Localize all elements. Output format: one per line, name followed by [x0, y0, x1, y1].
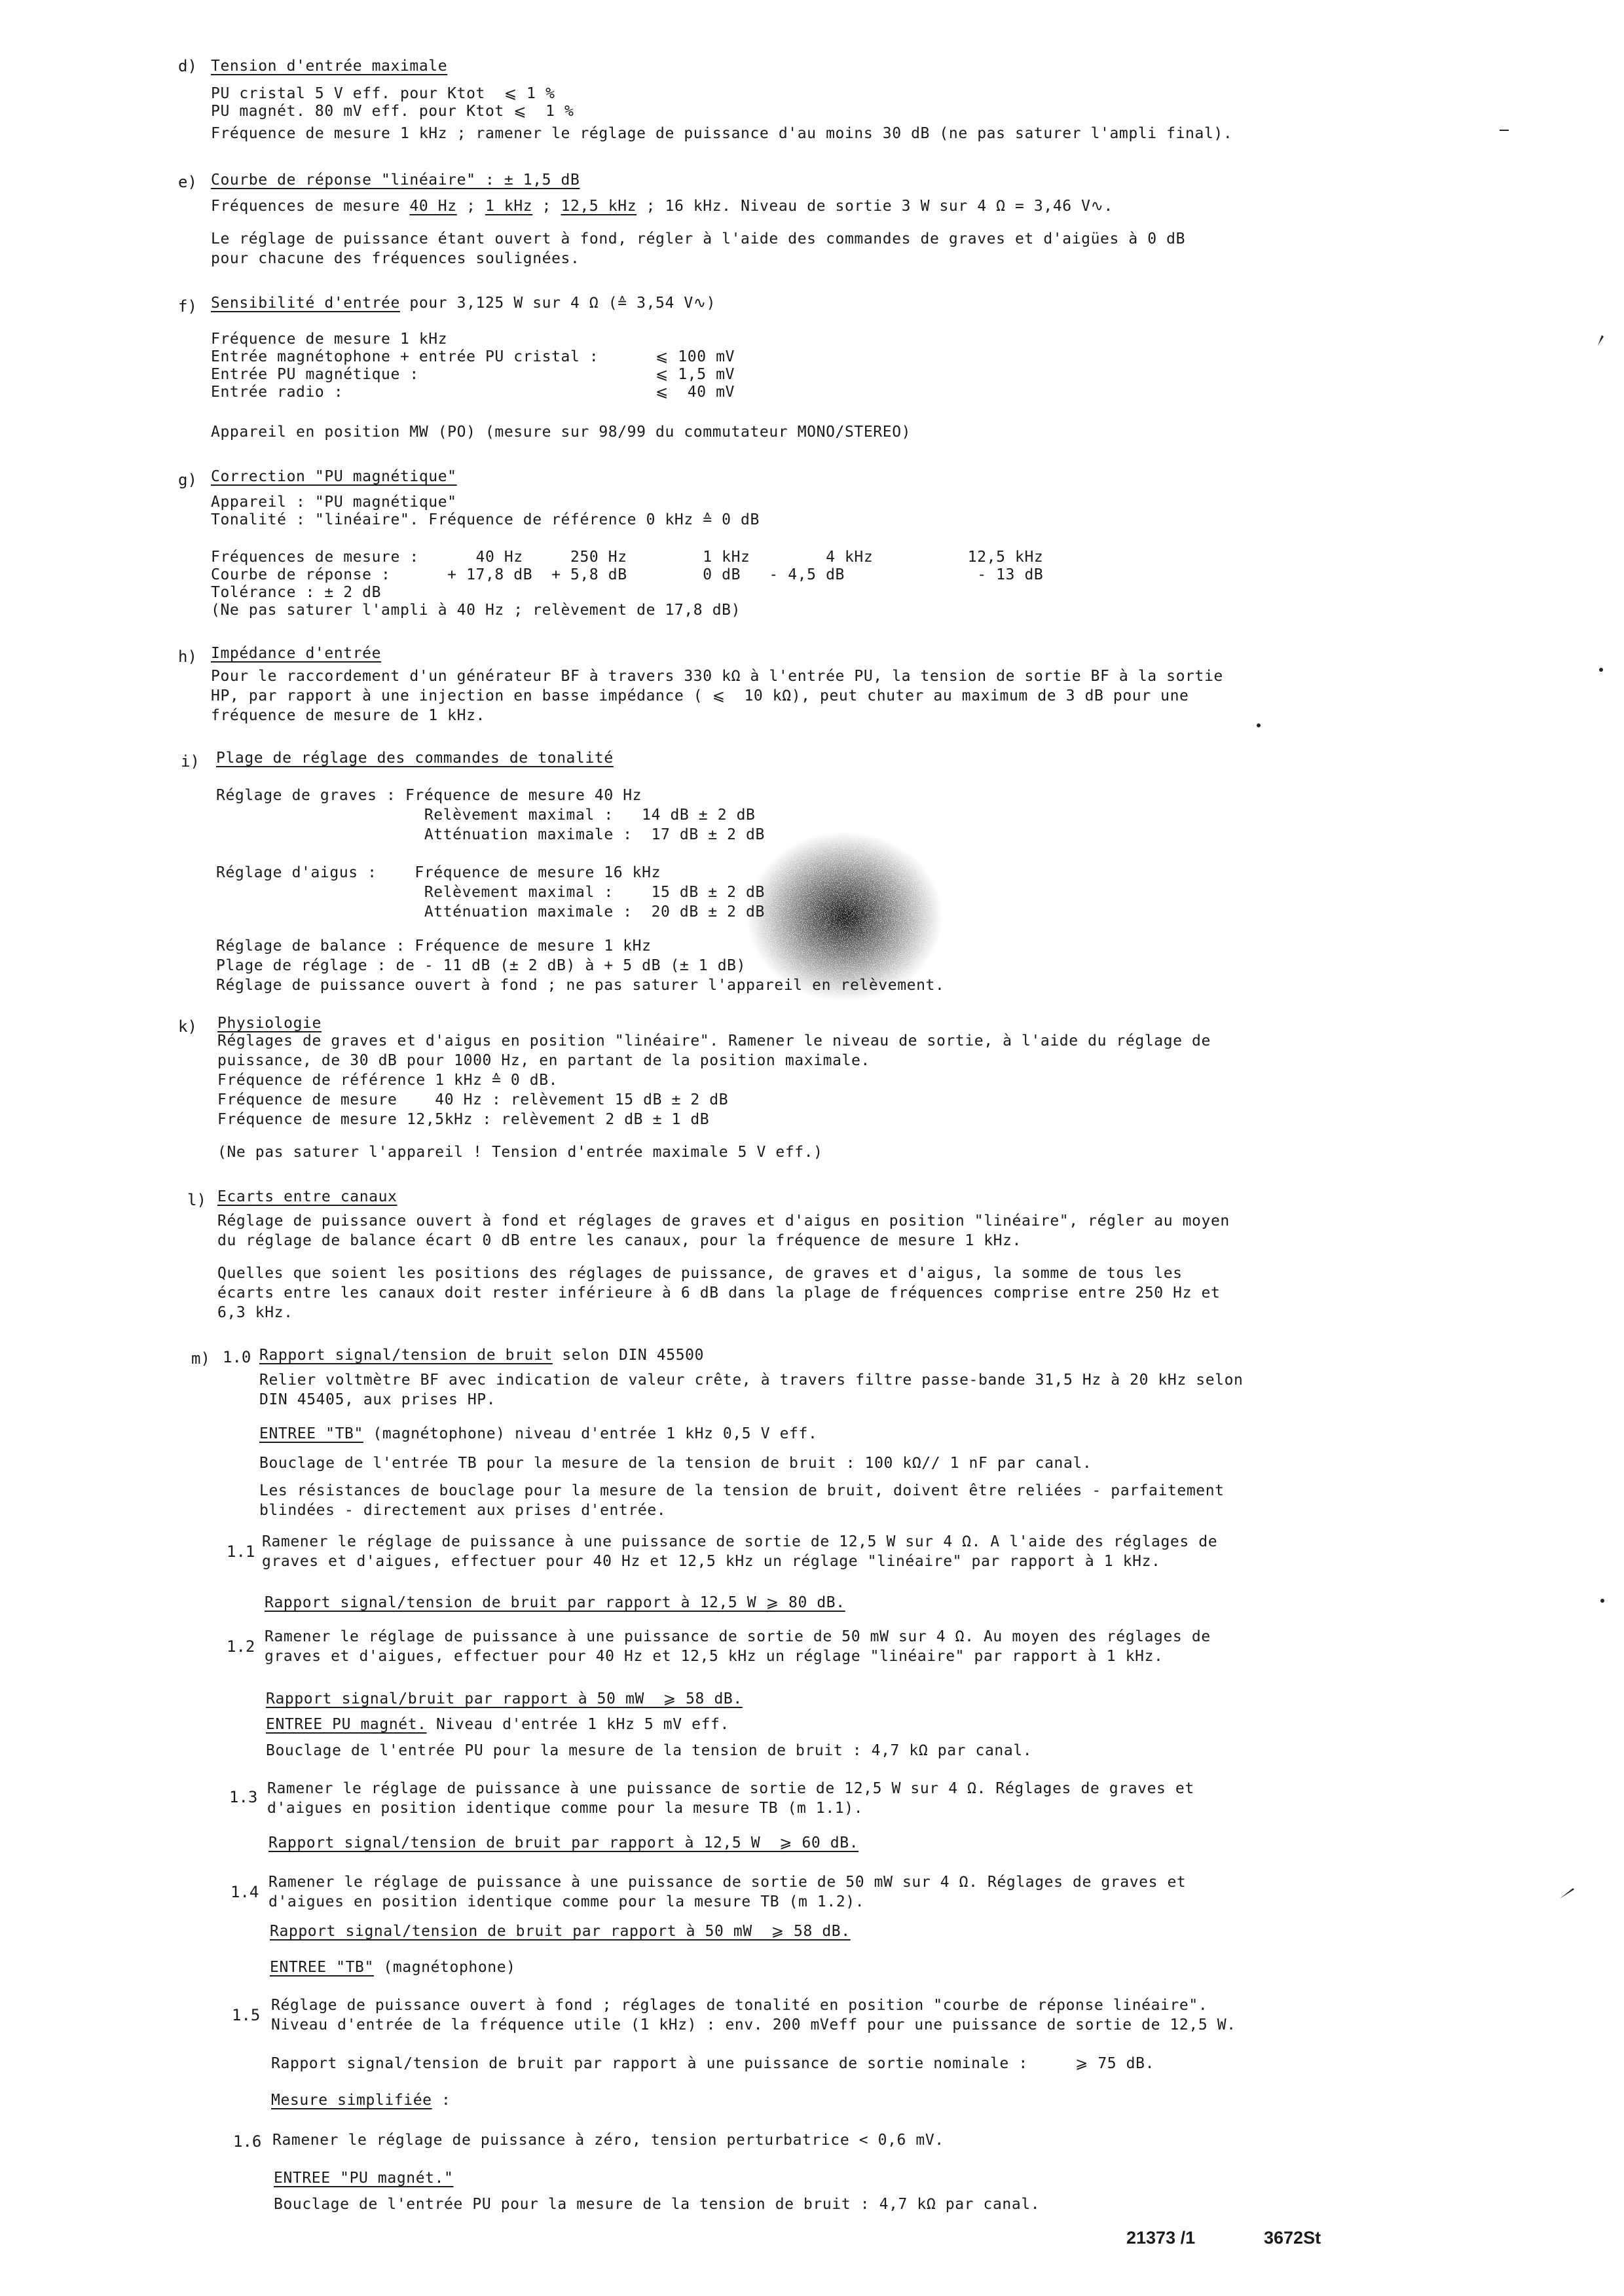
section-h-label: h): [178, 647, 197, 666]
step-1-4-number: 1.4: [231, 1883, 259, 1901]
section-f-line-2: Entrée magnétophone + entrée PU cristal : ⩽ 100 mV: [211, 348, 735, 365]
section-g-title: Correction "PU magnétique": [211, 468, 457, 485]
pu-magnet-line-2: Bouclage de l'entrée PU pour la mesure de la tension de bruit : 4,7 kΩ par canal.: [266, 1742, 1033, 1759]
section-e-note: Le réglage de puissance étant ouvert à fond, régler à l'aide des commandes de graves et d'aigües à 0 dB pour chacune des fréquences soulignées.: [211, 230, 1186, 267]
section-e-frequencies: Fréquences de mesure 40 Hz ; 1 kHz ; 12,5 kHz ; 16 kHz. Niveau de sortie 3 W sur 4 Ω = 3,46 V∿.: [211, 198, 1113, 215]
step-1-2-result: Rapport signal/bruit par rapport à 50 mW ⩾ 58 dB.: [266, 1690, 743, 1707]
section-m-intro: Relier voltmètre BF avec indication de valeur crête, à travers filtre passe-bande 31,5 Hz à 20 kHz selon DIN 45405, aux prises HP.: [259, 1372, 1244, 1408]
footer-reference-2: 3672St: [1264, 2228, 1321, 2248]
section-m-tb-line-3: Les résistances de bouclage pour la mesure de la tension de bruit, doivent être reliées - parfaitement blindées - directement aux prises d'entrée.: [259, 1482, 1225, 1519]
step-1-6-number: 1.6: [233, 2132, 262, 2151]
step-1-5-number: 1.5: [232, 2006, 261, 2024]
step-1-3-result: Rapport signal/tension de bruit par rapport à 12,5 W ⩾ 60 dB.: [268, 1834, 859, 1851]
section-e-label: e): [178, 173, 197, 191]
section-l-title: Ecarts entre canaux: [217, 1188, 397, 1205]
step-1-1-text: Ramener le réglage de puissance à une puissance de sortie de 12,5 W sur 4 Ω. A l'aide des réglages de graves et d'aigues, effectuer pour 40 Hz et 12,5 kHz un réglage "linéaire" par rapport à 1 kHz.: [262, 1533, 1218, 1570]
section-l-paragraph-1: Réglage de puissance ouvert à fond et réglages de graves et d'aigus en position "linéaire", régler au moyen du réglage de balance écart 0 dB entre les canaux, pour la fréquence de mesure 1 kHz.: [217, 1212, 1230, 1249]
step-1-2-text: Ramener le réglage de puissance à une puissance de sortie de 50 mW sur 4 Ω. Au moyen des réglages de graves et d'aigues, effectuer pour 40 Hz et 12,5 kHz un réglage "linéaire" par rapport à 1 kHz.: [265, 1628, 1211, 1665]
step-1-5-result: Rapport signal/tension de bruit par rapport à une puissance de sortie nominale : ⩾ 75 dB.: [271, 2055, 1155, 2072]
section-d-label: d): [178, 57, 197, 75]
section-d-line-3: Fréquence de mesure 1 kHz ; ramener le réglage de puissance d'au moins 30 dB (ne pas saturer l'ampli final).: [211, 125, 1233, 142]
section-g-line-2: Tonalité : "linéaire". Fréquence de référence 0 kHz ≙ 0 dB: [211, 511, 760, 528]
section-m-tb-line-2: Bouclage de l'entrée TB pour la mesure de la tension de bruit : 100 kΩ// 1 nF par canal.: [259, 1455, 1092, 1472]
footer-reference-1: 21373 /1: [1126, 2228, 1196, 2248]
section-m-tb-heading: ENTREE "TB" (magnétophone) niveau d'entrée 1 kHz 0,5 V eff.: [259, 1425, 818, 1442]
section-d-line-1: PU cristal 5 V eff. pour Ktot ⩽ 1 %: [211, 85, 555, 102]
step-1-3-text: Ramener le réglage de puissance à une puissance de sortie de 12,5 W sur 4 Ω. Réglages de graves et d'aigues en position identique comme pour la mesure TB (m 1.1).: [267, 1780, 1194, 1817]
step-1-6-text: Ramener le réglage de puissance à zéro, tension perturbatrice < 0,6 mV.: [272, 2132, 944, 2149]
section-m-number: 1.0: [223, 1348, 251, 1366]
step-1-1-result: Rapport signal/tension de bruit par rapport à 12,5 W ⩾ 80 dB.: [265, 1594, 845, 1611]
section-g-table-row-4: (Ne pas saturer l'ampli à 40 Hz ; relèvement de 17,8 dB): [211, 602, 741, 619]
section-g-table-row-1: Fréquences de mesure : 40 Hz 250 Hz 1 kHz 4 kHz 12,5 kHz: [211, 549, 1044, 566]
section-k-label: k): [178, 1017, 197, 1036]
section-k-title: Physiologie: [217, 1015, 322, 1032]
section-f-line-4: Entrée radio : ⩽ 40 mV: [211, 384, 735, 401]
section-i-label: i): [181, 752, 200, 771]
simplified-measure-heading: Mesure simplifiée :: [271, 2092, 451, 2109]
step-1-1-number: 1.1: [227, 1542, 255, 1561]
section-d-line-2: PU magnét. 80 mV eff. pour Ktot ⩽ 1 %: [211, 103, 574, 120]
section-l-label: l): [187, 1191, 206, 1209]
step-1-3-number: 1.3: [229, 1788, 258, 1806]
section-h-title: Impédance d'entrée: [211, 645, 382, 662]
section-i-graves: Réglage de graves : Fréquence de mesure 40 Hz Relèvement maximal : 14 dB ± 2 dB Atténuation maximale : 17 dB ± 2 dB: [216, 787, 765, 843]
section-g-table-row-2: Courbe de réponse : + 17,8 dB + 5,8 dB 0 dB - 4,5 dB - 13 dB: [211, 566, 1044, 583]
step-1-2-number: 1.2: [227, 1637, 255, 1656]
section-k-text: Réglages de graves et d'aigus en position "linéaire". Ramener le niveau de sortie, à l'aide du réglage de puissance, de 30 dB pour 1000 Hz, en partant de la position maximale. Fréquence de référence 1 kHz ≙ 0 dB. Fréquence de mesure 40 Hz : relèvement 15 dB ± 2 dB Fréquence de mesure 12,5kHz : relèvement 2 dB ± 1 dB: [217, 1032, 1211, 1128]
pu-magnet-2-line: Bouclage de l'entrée PU pour la mesure de la tension de bruit : 4,7 kΩ par canal.: [274, 2196, 1041, 2213]
section-l-paragraph-2: Quelles que soient les positions des réglages de puissance, de graves et d'aigus, la somme de tous les écarts entre les canaux doit rester inférieure à 6 dB dans la plage de fréquences comprise entre 250 Hz et 6,3 kHz.: [217, 1265, 1221, 1321]
section-h-text: Pour le raccordement d'un générateur BF à travers 330 kΩ à l'entrée PU, la tension de sortie BF à la sortie HP, par rapport à une injection en basse impédance ( ⩽ 10 kΩ), peut chuter au maximum de 3 dB pour une fréquence de mesure de 1 kHz.: [211, 668, 1223, 724]
section-f-label: f): [178, 297, 197, 316]
section-i-aigus: Réglage d'aigus : Fréquence de mesure 16 kHz Relèvement maximal : 15 dB ± 2 dB Atténuation maximale : 20 dB ± 2 dB: [216, 864, 765, 920]
section-f-note: Appareil en position MW (PO) (mesure sur 98/99 du commutateur MONO/STEREO): [211, 424, 912, 441]
section-f-line-1: Fréquence de mesure 1 kHz: [211, 331, 448, 348]
pu-magnet-2-heading: ENTREE "PU magnét.": [274, 2170, 454, 2187]
step-1-4-result: Rapport signal/tension de bruit par rapport à 50 mW ⩾ 58 dB.: [270, 1923, 851, 1940]
section-m-title: Rapport signal/tension de bruit selon DIN 45500: [259, 1347, 705, 1364]
section-g-label: g): [178, 471, 197, 489]
section-d-title: Tension d'entrée maximale: [211, 58, 448, 75]
section-f-line-3: Entrée PU magnétique : ⩽ 1,5 mV: [211, 366, 735, 383]
section-g-line-1: Appareil : "PU magnétique": [211, 494, 457, 511]
tb-magnetophone-heading: ENTREE "TB" (magnétophone): [270, 1959, 516, 1976]
section-i-balance: Réglage de balance : Fréquence de mesure 1 kHz Plage de réglage : de - 11 dB (± 2 dB) à + 5 dB (± 1 dB) Réglage de puissance ouvert à fond ; ne pas saturer l'appareil en relèvement.: [216, 938, 945, 994]
section-e-title: Courbe de réponse "linéaire" : ± 1,5 dB: [211, 172, 580, 189]
section-k-note: (Ne pas saturer l'appareil ! Tension d'entrée maximale 5 V eff.): [217, 1144, 823, 1161]
section-g-table-row-3: Tolérance : ± 2 dB: [211, 584, 382, 601]
pu-magnet-heading: ENTREE PU magnét. Niveau d'entrée 1 kHz 5 mV eff.: [266, 1716, 729, 1733]
section-i-title: Plage de réglage des commandes de tonalité: [216, 750, 614, 767]
section-m-label: m): [191, 1349, 210, 1368]
step-1-4-text: Ramener le réglage de puissance à une puissance de sortie de 50 mW sur 4 Ω. Réglages de graves et d'aigues en position identique comme pour la mesure TB (m 1.2).: [268, 1874, 1187, 1910]
section-f-title: Sensibilité d'entrée pour 3,125 W sur 4 Ω (≙ 3,54 V∿): [211, 295, 716, 312]
step-1-5-text: Réglage de puissance ouvert à fond ; réglages de tonalité en position "courbe de réponse linéaire". Niveau d'entrée de la fréquence utile (1 kHz) : env. 200 mVeff pour une puissance de sortie de 12,5 W.: [271, 1997, 1236, 2033]
